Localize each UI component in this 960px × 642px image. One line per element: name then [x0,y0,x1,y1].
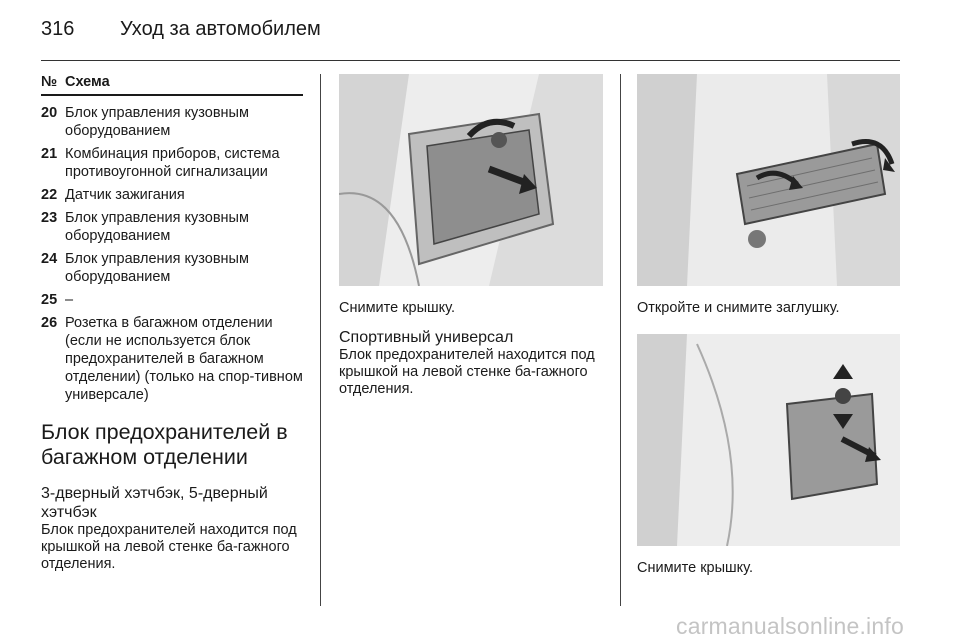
row-text: – [65,292,74,308]
subsection-title-hatchback: 3-дверный хэтчбэк, 5-дверный хэтчбэк [41,485,268,521]
section-title: Блок предохранителей в багажном отделении [41,420,288,469]
row-text: Блок управления кузовным оборудованием [65,210,249,244]
table-header [41,74,303,96]
row-number: 24 [41,251,58,267]
row-number: 21 [41,146,58,162]
paragraph-hatchback: Блок предохранителей находится под крышкой на левой стенке ба-гажного отделения. [41,522,297,572]
row-text: Датчик зажигания [65,187,185,203]
table-row [41,291,303,309]
row-number: 20 [41,105,58,121]
header-rule [41,60,900,61]
paragraph-tourer: Блок предохранителей находится под крышкой на левой стенке ба-гажного отделения. [339,347,595,397]
subsection-title-tourer: Спортивный универсал [339,329,514,346]
row-number: 22 [41,187,58,203]
table-row [41,209,303,245]
figure-hatchback-cover [339,74,603,286]
caption-remove-cover-tourer: Снимите крышку. [637,560,754,576]
table-row [41,250,303,286]
table-row [41,186,303,204]
table-row [41,145,303,181]
column-middle [339,74,604,398]
row-number: 26 [41,315,58,331]
column-left [41,74,303,573]
row-text: Блок управления кузовным оборудованием [65,251,249,285]
row-number: 25 [41,292,58,308]
page-header [41,14,899,54]
row-text: Розетка в багажном отделении (если не используется блок предохранителей в багажном отделении) (только на спор-тивном универсале) [65,315,303,403]
table-row [41,104,303,140]
table-header-num: № [41,74,58,90]
caption-open-plug: Откройте и снимите заглушку. [637,300,840,316]
table-header-label: Схема [65,74,110,90]
column-divider [320,74,321,606]
fuse-table [41,104,303,404]
column-divider [620,74,621,606]
row-text: Блок управления кузовным оборудованием [65,105,249,139]
figure-tourer-plug [637,74,900,286]
page-number: 316 [41,18,75,40]
page-title: Уход за автомобилем [120,18,321,40]
column-right [637,74,900,576]
caption-remove-cover: Снимите крышку. [339,300,456,316]
row-number: 23 [41,210,58,226]
table-row [41,314,303,404]
figure-tourer-cover [637,334,900,546]
row-text: Комбинация приборов, система противоугонной сигнализации [65,146,280,180]
watermark: carmanualsonline.info [676,613,904,639]
